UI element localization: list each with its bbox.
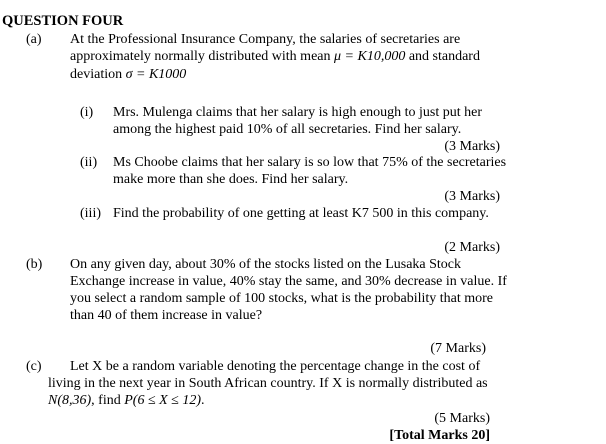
question-title: QUESTION FOUR xyxy=(2,13,124,29)
part-c-line-1: Let X be a random variable denoting the percentage change in the cost of xyxy=(70,359,481,374)
end-punctuation: . xyxy=(201,393,205,408)
part-b-line-2: Exchange increase in value, 40% stay the same, and 30% decrease in value. If xyxy=(70,274,507,289)
probability-expression: P(6 ≤ X ≤ 12) xyxy=(124,393,202,408)
part-c-label: (c) xyxy=(26,359,42,374)
part-b-line-3: you select a random sample of 100 stocks, what is the probability that more xyxy=(70,291,494,306)
mean-expression: μ = K10,000 xyxy=(334,49,406,64)
subpart-i-marks: (3 Marks) xyxy=(444,139,500,154)
part-a-line-2-tail: and standard xyxy=(408,49,480,64)
part-a-line-2-text: approximately normally distributed with mean xyxy=(70,49,331,64)
part-b-marks: (7 Marks) xyxy=(430,341,486,356)
part-c-marks: (5 Marks) xyxy=(434,411,490,426)
part-a-line-2 xyxy=(70,48,480,65)
sigma-expression: σ = K1000 xyxy=(125,67,187,82)
part-b-label: (b) xyxy=(26,257,43,272)
subpart-ii-line-1: Ms Choobe claims that her salary is so low that 75% of the secretaries xyxy=(113,155,507,170)
subpart-ii-line-2: make more than she does. Find her salary. xyxy=(113,172,349,187)
subpart-i-line-2: among the highest paid 10% of all secretaries. Find her salary. xyxy=(113,122,462,137)
subpart-i-label: (i) xyxy=(80,105,94,120)
subpart-iii-label: (iii) xyxy=(80,206,101,221)
subpart-i-line-1: Mrs. Mulenga claims that her salary is high enough to just put her xyxy=(113,105,482,120)
total-marks: [Total Marks 20] xyxy=(389,428,490,443)
deviation-word: deviation xyxy=(70,67,123,82)
part-a-line-3 xyxy=(70,66,186,83)
subpart-iii-line-1: Find the probability of one getting at least K7 500 in this company. xyxy=(113,206,489,221)
subpart-ii-label: (ii) xyxy=(80,155,98,170)
subpart-iii-marks: (2 Marks) xyxy=(444,240,500,255)
part-a-line-1: At the Professional Insurance Company, the salaries of secretaries are xyxy=(70,32,461,47)
part-a-label: (a) xyxy=(26,32,42,47)
subpart-ii-marks: (3 Marks) xyxy=(444,189,500,204)
part-b-line-4: than 40 of them increase in value? xyxy=(70,308,263,323)
part-b-line-1: On any given day, about 30% of the stocks listed on the Lusaka Stock xyxy=(70,257,462,272)
distribution-expression: N(8,36) xyxy=(48,393,92,408)
part-c-line-2: living in the next year in South African country. If X is normally distributed as xyxy=(48,376,488,391)
find-word: , find xyxy=(91,393,121,408)
part-c-line-3 xyxy=(48,392,205,409)
